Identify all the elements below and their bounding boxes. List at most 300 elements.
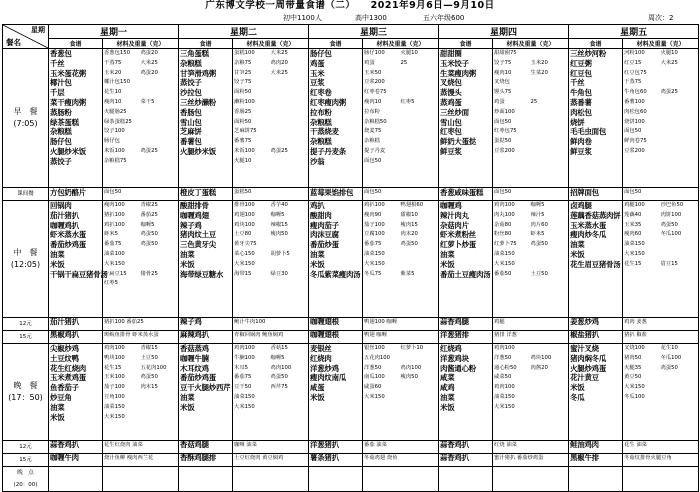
ingredient-amount: 红枣卷75 <box>364 89 387 96</box>
ingredient-amount: 河粉100 <box>624 50 645 56</box>
ingredient-line <box>624 354 697 364</box>
lunch-label-line: 中 餐 <box>13 248 38 257</box>
ingredient-amount: 鸡蛋 <box>364 59 375 66</box>
dish-name: 豆浆 <box>310 78 325 88</box>
dish-name: 米饭 <box>180 402 195 412</box>
ingredient-line <box>104 383 177 393</box>
ingredient-line <box>104 78 177 88</box>
dish-name: 猪肉焖冬瓜 <box>570 353 607 363</box>
ingredient-line <box>624 383 697 393</box>
ingredient-line <box>234 211 307 221</box>
ingredient-line <box>234 344 307 354</box>
dish-name: 玉米 <box>310 68 325 78</box>
ingredient-line <box>104 270 177 280</box>
ingredient-amount: 鸡肉100 <box>494 345 515 351</box>
dish-name: 沙拉包 <box>180 88 202 98</box>
dish-name: 咖喱鸡翅 <box>180 210 209 220</box>
note_row-row <box>3 188 699 201</box>
dish-name: 提子丹麦条 <box>310 146 346 156</box>
dish-name: 肉酱通心粉 <box>440 363 477 373</box>
ingredient-line <box>234 98 307 108</box>
ingredient-amount: 杂菇80 <box>494 221 512 228</box>
ingredient-amount: 油菜150 <box>104 403 125 410</box>
ingredient-line <box>104 98 177 108</box>
ingredient-line <box>624 127 697 137</box>
dish-name: 绿茶蛋糕 <box>50 117 79 127</box>
dish-name: 红豆粥 <box>570 58 592 68</box>
dish-name: 油菜 <box>180 392 195 402</box>
ingredient-line <box>494 69 567 79</box>
l12-dish: 咖喱翅根 <box>309 318 363 331</box>
l15-ingredient: 猪排 洋葱 <box>493 331 569 344</box>
ingredient-amount: 洋葱50 <box>494 354 512 361</box>
l12-label <box>3 318 49 331</box>
dish-name: 干锅干扁豆猪骨汤 <box>50 269 108 279</box>
dish-name: 油菜 <box>440 249 455 259</box>
header-days-row <box>3 25 699 39</box>
ingredient-amount: 黄牙尖75 <box>234 241 257 248</box>
ingredient-amount: 瘦肉10 <box>104 98 122 105</box>
ingredient-amount: 蛋挞50 <box>494 138 512 145</box>
ingredient-amount: 土豆50 <box>530 270 548 277</box>
ingredient-amount: 大米25 <box>270 50 288 56</box>
ingredient-line <box>104 250 177 260</box>
dish-name: 番茄土豆瘦肉汤 <box>440 269 491 279</box>
ingredient-amount: 大米150 <box>364 393 385 400</box>
night-ingredient <box>623 467 699 492</box>
ingredient-line <box>364 211 437 221</box>
day-header: 星期三 <box>309 25 439 39</box>
ingredient-amount: 粉丝80 <box>494 231 512 238</box>
dinner-row <box>3 344 699 441</box>
dish-name: 红烧鸡 <box>440 344 462 353</box>
ingredient-amount: 面包50 <box>364 157 382 164</box>
d15-dish: 黑椒牛排 <box>569 454 623 467</box>
ingredient-amount: 饺子75 <box>494 59 512 66</box>
ingredient-amount: 鸡翅100 <box>234 211 255 218</box>
ingredient-amount: 火腿10 <box>400 50 418 56</box>
dish-name: 回锅肉 <box>50 201 72 210</box>
dish-name: 三丝炒面 <box>440 107 469 117</box>
ingredient-amount: 面粉50 <box>234 118 252 125</box>
ingredient-amount: 鸡块100 <box>234 221 255 228</box>
l12-ingredient: 猪扒100 番茄25 <box>103 318 179 331</box>
ingredient-line <box>624 230 697 240</box>
ingredient-amount: 木耳5 <box>234 364 248 371</box>
header-cols-row <box>3 39 699 49</box>
ingredient-line <box>364 230 437 240</box>
ingredient-amount: 菜干5 <box>140 98 155 105</box>
dish-name: 三角蛋糕 <box>180 49 209 58</box>
ingredient-amount: 青椒15 <box>140 345 158 351</box>
ingredient-amount: 香肠25 <box>234 108 252 115</box>
dish-name: 三丝炒濑粉 <box>180 97 216 107</box>
ingredient-line <box>364 157 437 167</box>
dish-name: 杂粮糕 <box>310 117 332 127</box>
ingredient-amount: 大米25 <box>660 59 678 66</box>
lunch-ingredients-cell <box>233 201 309 318</box>
dish-name: 椰汁包 <box>50 78 72 88</box>
page-title: 广东博文学校一周带量食谱（二） 2021年9月6日—9月10日 <box>205 0 495 11</box>
ingredient-amount: 鲜肉卷75 <box>624 138 647 145</box>
dish-name: 油菜 <box>50 402 65 412</box>
day-header: 星期五 <box>569 25 699 39</box>
dish-name: 番茄炒蛋 <box>310 240 339 250</box>
ingredient-line <box>104 364 177 374</box>
dish-name: 玉米蒸水蛋 <box>570 220 607 230</box>
night-dish <box>49 467 103 492</box>
ingredient-amount: 冬瓜100 <box>660 354 682 361</box>
ingredient-line <box>364 250 437 260</box>
d15-dish: 香酥鸡腿排 <box>179 454 233 467</box>
ingredient-amount: 菜心150 <box>234 250 255 257</box>
ingredient-amount: 沙巴鱼50 <box>660 202 684 208</box>
ingredient-amount: 鸡蛋50 <box>400 241 418 248</box>
ingredient-line <box>624 118 697 128</box>
ingredient-line <box>494 373 567 383</box>
ingredient-amount: 花生10 <box>660 345 678 351</box>
dish-name: 芝麻饼 <box>180 127 202 137</box>
breakfast-ingredients-cell <box>363 49 439 188</box>
dish-name: 肉沫豆腐 <box>310 230 339 240</box>
ingredient-amount: 瘦肉100 <box>104 202 125 208</box>
ingredient-amount: 青椒25 <box>140 202 158 208</box>
ingredient-amount: 番茄50 <box>494 270 512 277</box>
dinner-ingredients-cell <box>233 344 309 441</box>
ingredient-amount: 五花肉100 <box>140 364 167 371</box>
ingredient-amount: 红萝卜10 <box>400 345 424 351</box>
note_row-label-line: 课间餐 <box>17 191 34 197</box>
ingredient-amount: 鸡腿100 <box>624 202 645 208</box>
ingredient-amount: 面包50 <box>494 118 512 125</box>
ingredient-line <box>364 108 437 118</box>
ingredient-amount: 米饭100 <box>234 147 255 154</box>
ingredient-amount: 红豆15 <box>624 59 642 66</box>
dinner-label-line: (17：50) <box>8 393 43 402</box>
corner-cell <box>3 25 49 49</box>
l12-row <box>3 318 699 331</box>
l15-ingredient: 青椒回锅肉 鲍鱼焖鸡 <box>233 331 309 344</box>
d12-ingredient: 花生红烧肉 油菜 <box>103 441 179 454</box>
ingredient-amount: 茄子100 <box>364 221 385 228</box>
ingredient-amount: 肠仔包 <box>104 138 120 145</box>
breakfast-ingredients-cell <box>623 49 699 188</box>
night-dish <box>309 467 363 492</box>
ingredient-line <box>234 260 307 270</box>
ingredient-line <box>104 221 177 231</box>
dish-name: 米饭 <box>180 259 195 269</box>
dinner-dishes-cell <box>179 344 233 441</box>
ingredient-line <box>364 260 437 270</box>
ingredient-amount: 饺子75 <box>234 79 252 86</box>
ingredient-amount: 肉松包60 <box>624 108 647 115</box>
d12-ingredient: 花生 油菜 <box>623 441 699 454</box>
dish-name: 米饭 <box>440 402 455 412</box>
d15-label <box>3 454 49 467</box>
ingredient-line <box>234 230 307 240</box>
dish-name: 香菇蒸鸡 <box>180 344 209 353</box>
ingredient-line <box>234 373 307 383</box>
dish-name: 猪肉炆土豆 <box>180 230 216 240</box>
note_row-ingredient: 面包50 <box>623 188 699 201</box>
dish-name: 香肠包 <box>180 107 202 117</box>
night-label-line: (20：00) <box>13 482 38 488</box>
dish-name: 千丝 <box>570 78 585 88</box>
ingredient-amount: 火腿肠25 <box>104 108 127 115</box>
dish-name: 番茄炒鸡蛋 <box>180 373 216 383</box>
dish-name: 拉布粉 <box>310 107 332 117</box>
ingredient-amount: 25 <box>530 98 538 105</box>
ingredient-amount: 猪肉50 <box>624 354 642 361</box>
ingredient-amount: 鸡肉100 <box>270 364 292 371</box>
ingredient-line <box>234 157 307 167</box>
ingredient-amount: 鸡蛋25 <box>270 147 288 154</box>
note_row-ingredient: 蛋糕50 <box>233 188 309 201</box>
ingredient-amount: 瘦肉90 <box>364 211 382 218</box>
ingredient-line <box>104 127 177 137</box>
ingredient-col-header: 材料及重量（克） <box>233 39 309 49</box>
ingredient-amount: 鸡肉20 <box>270 59 288 66</box>
corner-weekday-label: 星期 <box>31 26 45 34</box>
l15-dish: 洋葱猪排 <box>439 331 493 344</box>
ingredient-amount: 辣椒15 <box>270 221 288 228</box>
dish-name: 甘笋滑鸡粥 <box>180 68 216 78</box>
ingredient-line <box>364 383 437 393</box>
dinner-dishes-cell <box>569 344 623 441</box>
dish-name: 烧饼 <box>570 117 585 127</box>
l15-dish: 咖喱翅根 <box>309 331 363 344</box>
ingredient-amount: 大米150 <box>494 260 515 267</box>
d15-dish: 咖喱牛肉 <box>49 454 103 467</box>
ingredient-line <box>624 250 697 260</box>
l15-dish: 椒盐猪扒 <box>569 331 623 344</box>
dish-name: 肉松包 <box>570 107 592 117</box>
l15-row <box>3 331 699 344</box>
ingredient-amount: 鸡肉100 <box>104 345 125 351</box>
ingredient-line <box>234 250 307 260</box>
l12-ingredient: 鸡肉 姜葱 <box>623 318 699 331</box>
ingredient-amount: 红豆包75 <box>624 69 647 76</box>
ingredient-amount: 芝麻饼75 <box>234 128 257 135</box>
ingredient-amount: 花生10 <box>104 89 122 96</box>
ingredient-line <box>494 230 567 240</box>
ingredient-amount: 红枣5 <box>104 280 118 287</box>
dish-name: 油菜 <box>50 249 65 259</box>
ingredient-amount: 鸡蛋50 <box>660 364 678 371</box>
ingredient-amount: 红枣5 <box>400 98 415 105</box>
note_row-dish: 招牌面包 <box>569 188 623 201</box>
ingredient-amount: 烧饼100 <box>624 118 645 125</box>
ingredient-amount: 杂粮糕50 <box>364 118 387 125</box>
dish-name: 杂粮糕 <box>310 137 332 147</box>
ingredient-amount: 瘦肉50 <box>270 231 288 238</box>
ingredient-amount: 米饭100 <box>104 147 125 154</box>
l12-dish: 茄汁猪扒 <box>49 318 103 331</box>
dish-name: 米饭 <box>50 259 65 269</box>
ingredient-amount: 咸菜50 <box>494 374 512 381</box>
ingredient-line <box>624 108 697 118</box>
l12-ingredient: 鸭翅100 咖喱 <box>363 318 439 331</box>
dish-name: 咖喱牛腩 <box>180 353 209 363</box>
ingredient-col-header: 材料及重量（克） <box>493 39 569 49</box>
ingredient-line <box>494 98 567 108</box>
dish-name: 甜甜圈 <box>440 49 462 58</box>
dish-name: 杂粮糕 <box>50 127 72 137</box>
ingredient-line <box>104 118 177 128</box>
ingredient-amount: 咸蛋60 <box>364 384 382 391</box>
note_row-dish: 香葱咸味蛋糕 <box>439 188 493 201</box>
night-dish <box>439 467 493 492</box>
ingredient-line <box>624 393 697 403</box>
dish-name: 红烧肉 <box>310 353 332 363</box>
lunch-dishes-cell <box>439 201 493 318</box>
ingredient-amount: 绿茶蛋糕25 <box>104 118 132 125</box>
ingredient-line <box>494 147 567 157</box>
ingredient-amount: 鸡蛋20 <box>140 69 158 76</box>
d15-dish: 蒜香鸡扒 <box>439 454 493 467</box>
breakfast-label <box>3 49 49 188</box>
dish-name: 花生眉豆猪骨汤 <box>570 259 621 269</box>
lunch-dishes-cell <box>569 201 623 318</box>
ingredient-line <box>494 344 567 354</box>
night-label <box>3 467 49 492</box>
dinner-label <box>3 344 49 441</box>
ingredient-line <box>104 108 177 118</box>
lunch-dishes-cell <box>309 201 363 318</box>
dish-name: 海带绿豆糖水 <box>180 269 224 279</box>
dish-name: 三丝炒河粉 <box>570 49 607 58</box>
breakfast-dishes-cell <box>309 49 363 188</box>
dish-name: 鲜豆浆 <box>570 146 592 156</box>
dish-name: 木耳炆鸡 <box>180 363 209 373</box>
ingredient-amount: 鸭翅根60 <box>400 202 424 208</box>
ingredient-line <box>234 221 307 231</box>
ingredient-amount: 鸡蛋25 <box>660 89 678 96</box>
ingredient-line <box>364 221 437 231</box>
d15-ingredient: 蜜汁猪扒 番茄炒鸡蛋 <box>493 454 569 467</box>
breakfast-label-line: 早 餐 <box>13 107 38 116</box>
ingredient-line <box>494 201 567 211</box>
ingredient-amount: 紫菜5 <box>400 270 415 277</box>
ingredient-amount: 椰汁包150 <box>104 79 131 86</box>
ingredient-amount: 鸡肉100 <box>400 364 422 371</box>
ingredient-line <box>494 211 567 221</box>
dish-name: 瘦肉炒冬瓜 <box>570 230 607 240</box>
ingredient-amount: 叉烧包 <box>494 79 510 86</box>
dinner-dishes-cell <box>439 344 493 441</box>
ingredient-amount: 玉米50 <box>364 69 382 76</box>
ingredient-amount: 五花肉100 <box>364 354 391 361</box>
ingredient-amount: 油菜150 <box>494 393 515 400</box>
dish-name: 虾米蒸水蛋 <box>50 230 86 240</box>
ingredient-line <box>104 201 177 211</box>
d12-label-line: 12元 <box>19 444 32 450</box>
ingredient-line <box>494 403 567 413</box>
ingredient-line <box>624 364 697 374</box>
ingredient-line <box>494 49 567 59</box>
ingredient-amount: 炒面100 <box>494 108 515 115</box>
ingredient-line <box>494 354 567 364</box>
lunch-ingredients-cell <box>103 201 179 318</box>
d12-dish: 洋葱猪扒 <box>309 441 363 454</box>
d12-label <box>3 441 49 454</box>
dish-name: 鲜奶大蛋挞 <box>440 137 477 147</box>
dish-name: 卤鸡腿 <box>570 201 592 210</box>
ingredient-line <box>364 373 437 383</box>
ingredient-amount: 大米25 <box>270 69 288 76</box>
d15-ingredient: 土豆红烧肉 黄豆焖鸡 <box>233 454 309 467</box>
dish-name: 雪山包 <box>180 117 202 127</box>
ingredient-line <box>234 364 307 374</box>
ingredient-line <box>364 354 437 364</box>
lunch-ingredients-cell <box>623 201 699 318</box>
dish-name: 土豆炆鸭 <box>50 353 79 363</box>
dish-name: 红萝卜炒蛋 <box>440 240 477 250</box>
ingredient-line <box>104 344 177 354</box>
l15-ingredient: 鸭翅 咖喱 <box>363 331 439 344</box>
ingredient-amount: 咖喱5 <box>270 211 285 218</box>
ingredient-amount: 鸡蛋50 <box>140 374 158 381</box>
ingredient-line <box>364 69 437 79</box>
ingredient-line <box>494 383 567 393</box>
ingredient-line <box>104 260 177 270</box>
ingredient-amount: 香芋40 <box>270 202 288 208</box>
dish-name: 油菜 <box>440 392 455 402</box>
ingredient-line <box>364 393 437 403</box>
dish-name: 米饭 <box>310 392 325 402</box>
ingredient-amount: 鸡肉100 <box>494 384 515 391</box>
breakfast-ingredients-cell <box>103 49 179 188</box>
ingredient-amount: 豆角100 <box>104 393 125 400</box>
ingredient-amount: 馒头75 <box>494 89 512 96</box>
ingredient-amount: 鸡肉100 <box>234 345 255 351</box>
d15-dish: 薯条猪扒 <box>309 454 363 467</box>
dish-name: 米饭 <box>570 249 585 259</box>
ingredient-line <box>104 69 177 79</box>
dinner-ingredients-cell <box>623 344 699 441</box>
dish-name: 杂菇肉片 <box>440 220 469 230</box>
ingredient-line <box>494 240 567 250</box>
ingredient-line <box>364 270 437 280</box>
ingredient-amount: 冬瓜75 <box>364 270 382 277</box>
ingredient-line <box>494 127 567 137</box>
ingredient-line <box>624 137 697 147</box>
lunch-ingredients-cell <box>493 201 569 318</box>
night-row <box>3 467 699 492</box>
dish-name: 米饭 <box>570 383 585 393</box>
ingredient-line <box>624 88 697 98</box>
ingredient-line <box>624 373 697 383</box>
lunch-row <box>3 201 699 318</box>
ingredient-amount: 饺子100 <box>104 128 125 135</box>
ingredient-line <box>624 221 697 231</box>
ingredient-line <box>624 59 697 69</box>
ingredient-amount: 玉米20 <box>530 59 548 66</box>
dish-name: 菜干瘦肉粥 <box>50 97 86 107</box>
d15-row <box>3 454 699 467</box>
dish-name: 生菜瘦肉粥 <box>440 68 477 78</box>
ingredient-line <box>234 147 307 157</box>
ingredient-line <box>494 137 567 147</box>
dish-name: 米饭 <box>50 412 65 422</box>
ingredient-line <box>364 364 437 374</box>
ingredient-line <box>364 59 437 69</box>
dish-name: 酸甜肉 <box>310 210 332 220</box>
night-dish <box>179 467 233 492</box>
ingredient-amount: 甘笋25 <box>234 69 252 76</box>
ingredient-amount: 豆浆200 <box>494 147 515 154</box>
ingredient-amount: 西芹75 <box>270 384 288 391</box>
